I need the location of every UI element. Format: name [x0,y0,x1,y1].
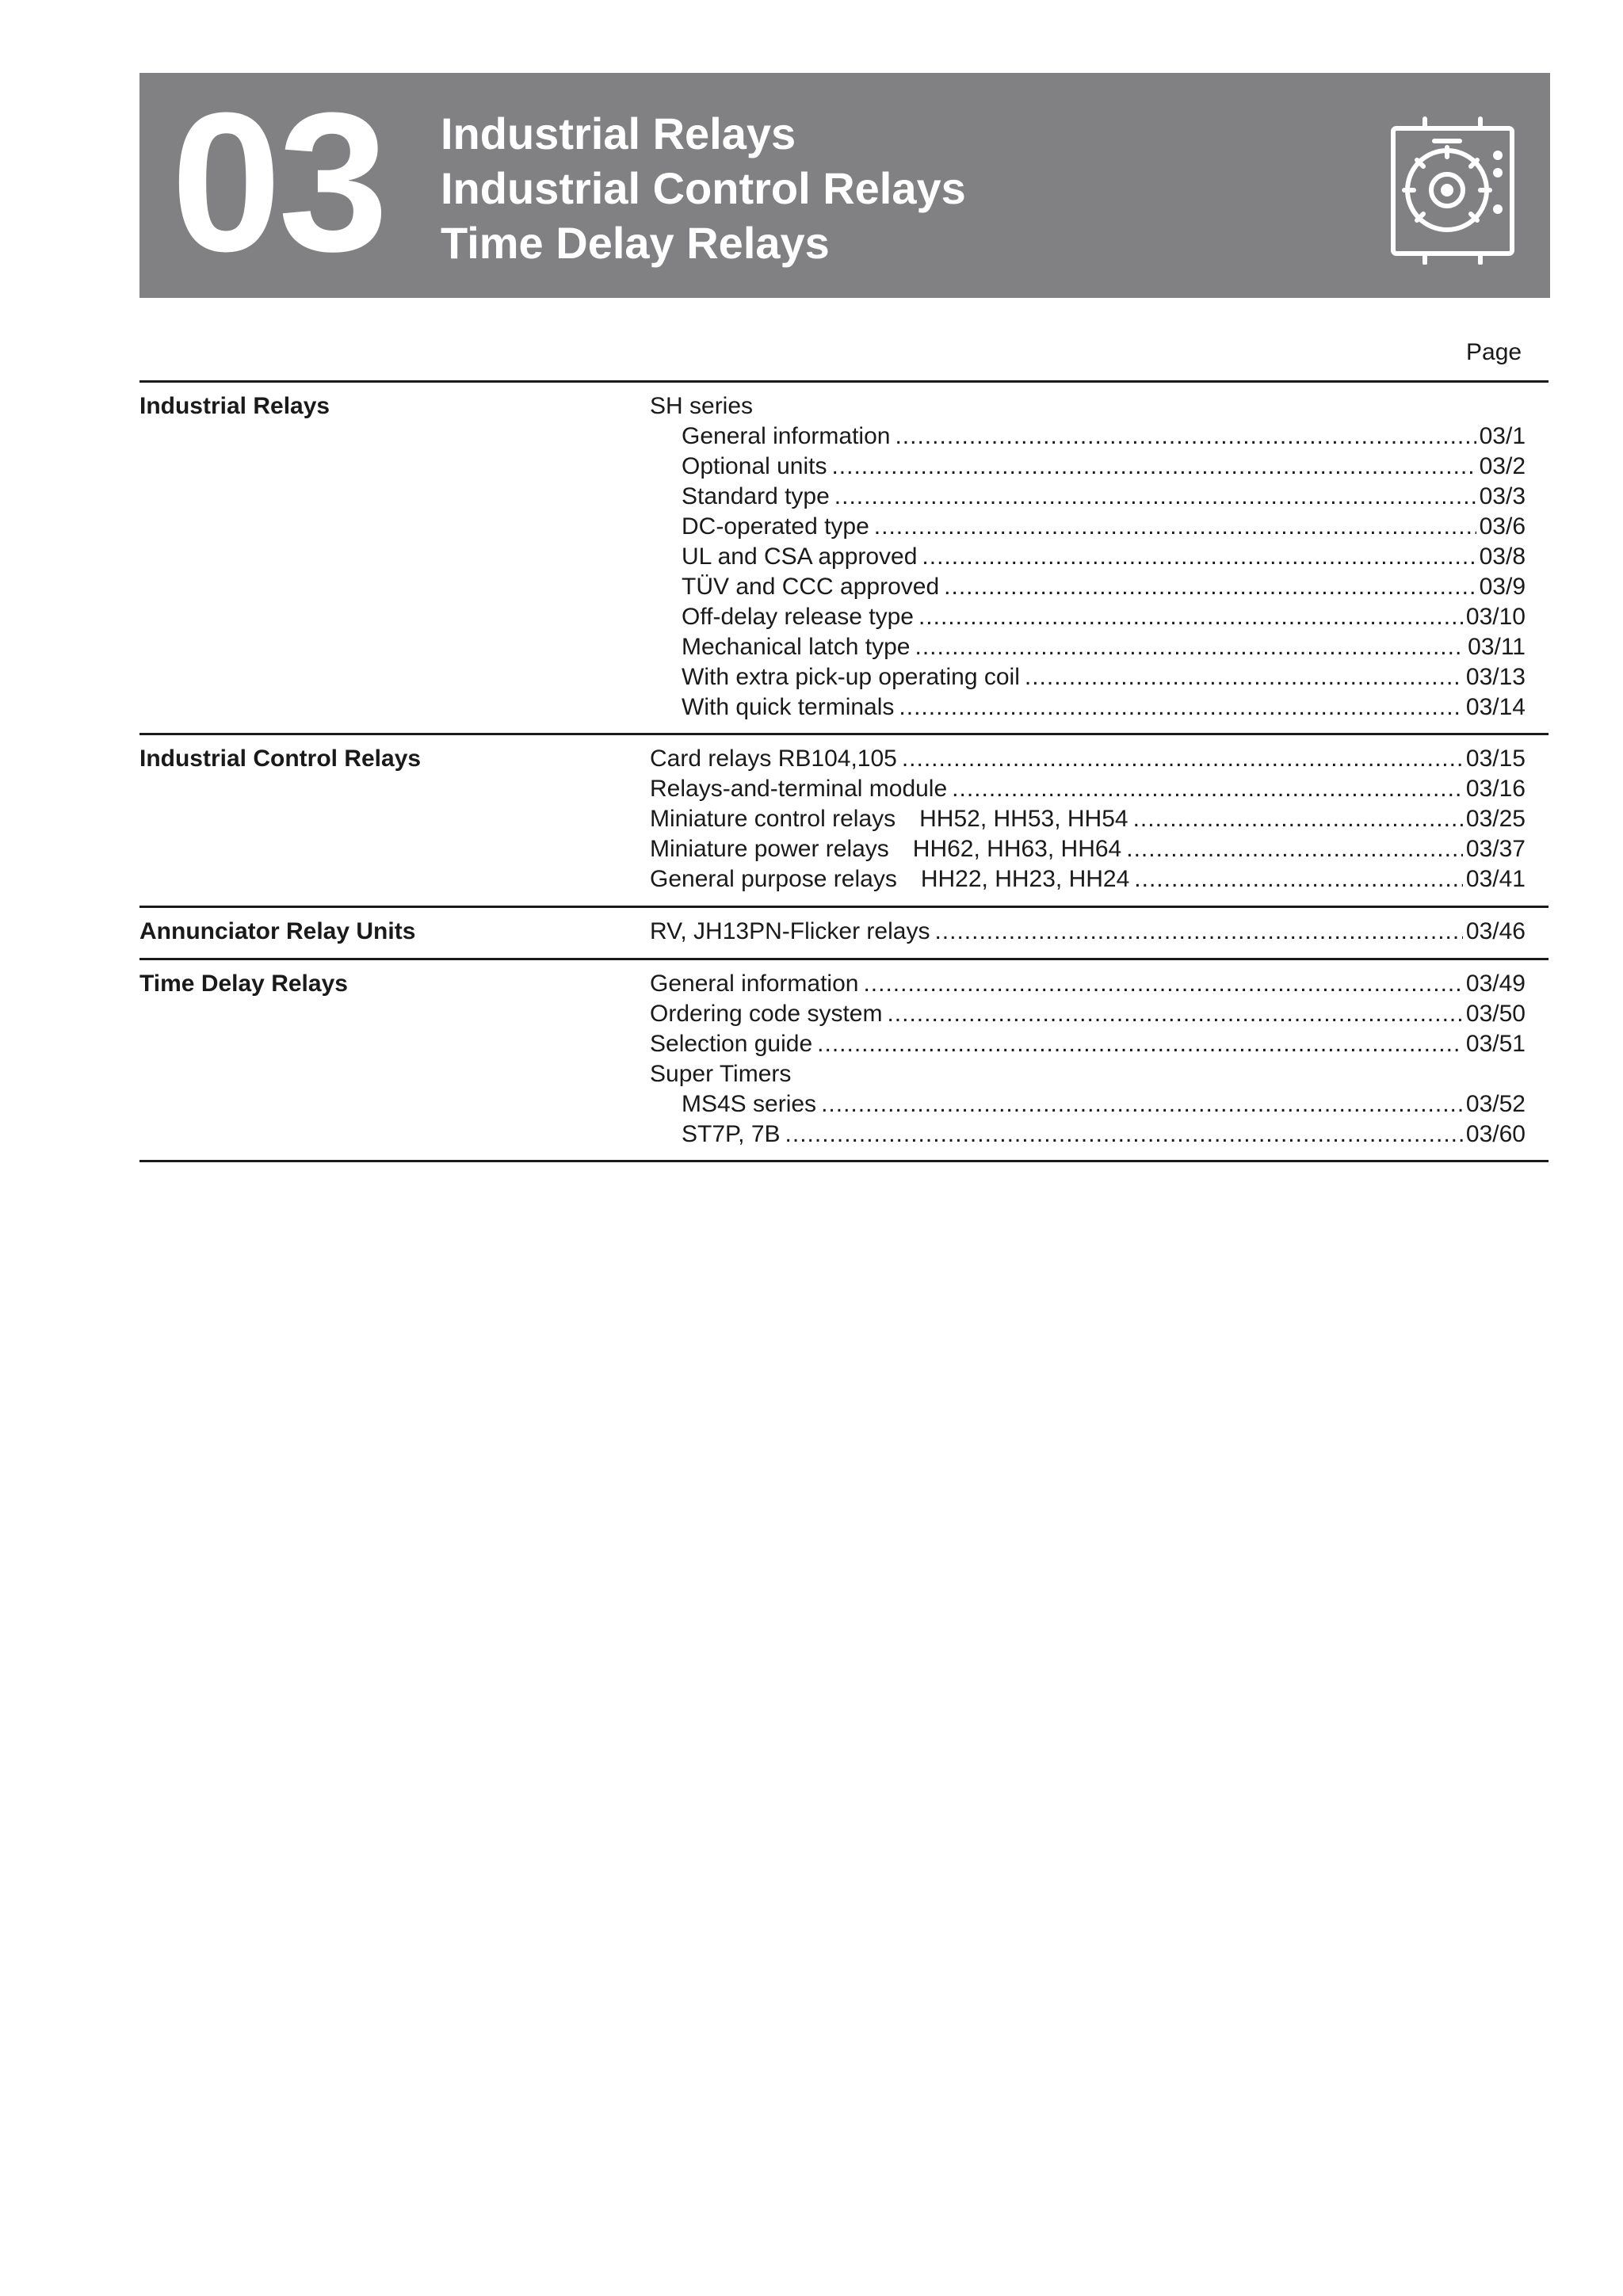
toc-entry-page: 03/49 [1465,971,1526,997]
dot-leader [895,421,1476,452]
toc-entry-label: Ordering code system [650,1001,883,1027]
toc-entry[interactable] [650,572,1526,602]
toc-entry[interactable] [650,917,1526,947]
toc-entry-page: 03/3 [1479,483,1526,509]
toc-entry-name: Miniature power relays [650,836,889,862]
chapter-header-banner [139,73,1550,298]
toc-entry-page: 03/50 [1465,1001,1526,1027]
toc-entry-label: Relays-and-terminal module [650,776,948,802]
toc-entry-label: DC-operated type [682,513,869,540]
dot-leader [952,774,1463,804]
toc-entry-label: Off-delay release type [682,604,914,630]
toc-entry-label: With quick terminals [682,694,895,720]
section-title-industrial-relays: Industrial Relays [139,393,330,419]
section-title-annunciator-relay-units: Annunciator Relay Units [139,918,416,944]
toc-entry[interactable] [650,602,1526,632]
toc-entry-label: General information [682,423,891,449]
chapter-title-3: Time Delay Relays [441,218,830,268]
toc-entry-page: 03/60 [1465,1121,1526,1147]
dot-leader [863,969,1462,999]
toc-entry[interactable] [650,744,1526,774]
toc-entry-label: Selection guide [650,1031,813,1057]
toc-entry-page: 03/52 [1465,1091,1526,1117]
toc-entry-label: General information [650,971,859,997]
toc-entry-label: Mechanical latch type [682,634,911,660]
chapter-title-1: Industrial Relays [441,109,796,158]
toc-entry-page: 03/15 [1465,746,1526,772]
toc-list-time-delay-relays [650,969,1526,1150]
dot-leader [821,1089,1463,1119]
toc-entry[interactable] [650,969,1526,999]
section-title-industrial-control-relays: Industrial Control Relays [139,746,422,772]
toc-entry[interactable] [650,834,1526,864]
dot-leader [915,632,1465,662]
toc-entry-page: 03/16 [1465,776,1526,802]
toc-entry-label: ST7P, 7B [682,1121,781,1147]
toc-entry-label: RV, JH13PN-Flicker relays [650,918,930,944]
chapter-titles [441,106,966,270]
toc-entry-label: MS4S series [682,1091,817,1117]
toc-entry[interactable] [650,1119,1526,1150]
dot-leader [874,512,1476,542]
toc-entry[interactable] [650,1089,1526,1119]
toc-entry-label [650,864,1134,894]
toc-entry-page: 03/14 [1465,694,1526,720]
toc-entry-name: Miniature control relays [650,806,896,832]
dot-leader [899,692,1463,723]
toc-entry-page: 03/37 [1465,836,1526,862]
toc-entry-label: Card relays RB104,105 [650,746,897,772]
dot-leader [1126,834,1463,864]
toc-entry-page: 03/51 [1465,1031,1526,1057]
section-rule [139,1160,1549,1162]
dot-leader [834,482,1476,512]
toc-entry-page: 03/10 [1465,604,1526,630]
dot-leader [831,452,1476,482]
toc-entry-label [650,834,1126,864]
dot-leader [922,542,1476,572]
dot-leader [887,999,1462,1029]
toc-entry-label: Optional units [682,453,827,479]
dot-leader [918,602,1463,632]
toc-entry-models: HH22, HH23, HH24 [920,866,1130,892]
section-title-time-delay-relays: Time Delay Relays [139,971,348,997]
toc-entry-label: With extra pick-up operating coil [682,664,1020,690]
toc-entry-page: 03/6 [1479,513,1526,540]
toc-entry[interactable] [650,804,1526,834]
toc-entry-page: 03/25 [1465,806,1526,832]
toc-entry-page: 03/2 [1479,453,1526,479]
toc-entry-page: 03/46 [1465,918,1526,944]
chapter-number: 03 [171,71,386,292]
toc-list-industrial-relays [650,391,1526,723]
section-rule [139,380,1549,383]
toc-entry-label: Super Timers [650,1061,792,1087]
toc-entry[interactable] [650,999,1526,1029]
toc-entry[interactable] [650,774,1526,804]
toc-entry[interactable] [650,692,1526,723]
toc-entry[interactable] [650,421,1526,452]
toc-entry-label: Standard type [682,483,830,509]
timer-relay-icon [1385,114,1525,265]
toc-entry-label: SH series [650,393,754,419]
toc-entry-models: HH52, HH53, HH54 [919,806,1128,832]
toc-entry-page: 03/13 [1465,664,1526,690]
section-rule [139,958,1549,960]
toc-entry[interactable] [650,632,1526,662]
dot-leader [1133,804,1463,834]
toc-entry[interactable] [650,482,1526,512]
toc-entry-page: 03/8 [1479,543,1526,570]
toc-entry[interactable] [650,1029,1526,1059]
toc-heading [650,1059,1526,1089]
toc-list-annunciator-relay-units [650,917,1526,947]
dot-leader [817,1029,1463,1059]
toc-entry-label [650,804,1133,834]
dot-leader [902,744,1463,774]
toc-entry-page: 03/1 [1479,423,1526,449]
section-rule [139,906,1549,908]
dot-leader [1025,662,1463,692]
toc-entry[interactable] [650,662,1526,692]
toc-entry[interactable] [650,542,1526,572]
toc-heading [650,391,1526,421]
dot-leader [944,572,1476,602]
chapter-title-2: Industrial Control Relays [441,163,966,213]
toc-entry-label: UL and CSA approved [682,543,918,570]
toc-entry-page: 03/9 [1479,574,1526,600]
toc-entry-name: General purpose relays [650,866,897,892]
toc-list-industrial-control-relays [650,744,1526,894]
dot-leader [934,917,1462,947]
section-rule [139,733,1549,735]
dot-leader [1134,864,1463,894]
page-column-label: Page [1466,339,1522,365]
toc-entry[interactable] [650,452,1526,482]
toc-entry[interactable] [650,512,1526,542]
toc-entry-page: 03/41 [1465,866,1526,892]
toc-entry-label: TÜV and CCC approved [682,574,940,600]
toc-entry[interactable] [650,864,1526,894]
toc-entry-models: HH62, HH63, HH64 [912,836,1122,862]
dot-leader [785,1119,1463,1150]
toc-entry-page: 03/11 [1468,634,1526,660]
